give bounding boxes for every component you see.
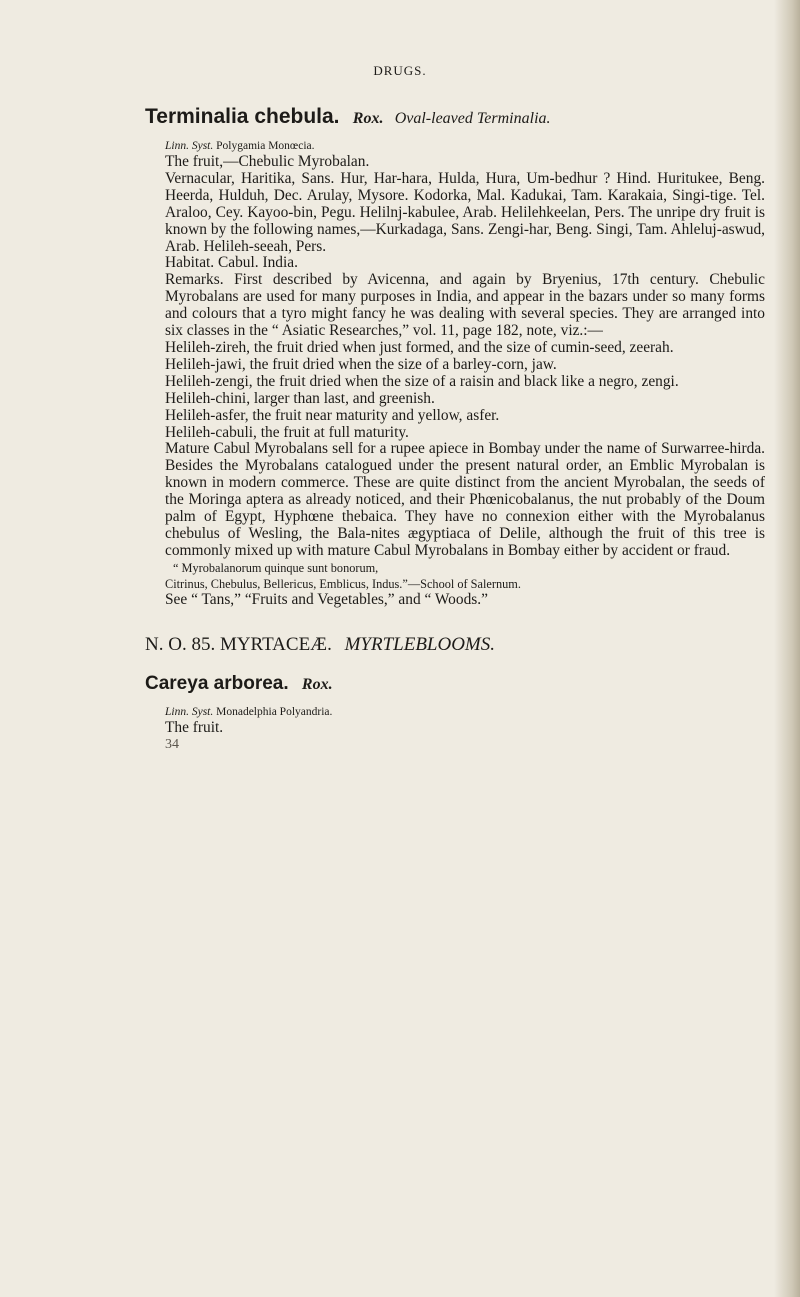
class-item: Helileh-cabuli, the fruit at full maturity.	[165, 423, 409, 441]
latin-quote	[145, 560, 765, 592]
remarks: Remarks. First described by Avicenna, and again by Bryenius, 17th century. Chebulic Myrobalans are used for many purposes in India, and appear in the bazars under so many forms and colours that a tyro might fancy he was dealing with several species. They are arranged into six classes in the “ Asiatic Researches,” vol. 11, page 182, note, viz.:—	[165, 271, 765, 340]
class-item: Helileh-zireh, the fruit dried when just formed, and the size of cumin-seed, zeerah.	[165, 338, 674, 356]
species-authority: Rox.	[301, 675, 333, 693]
section-latin: MYRTLEBLOOMS.	[344, 633, 496, 655]
page-edge-shadow	[774, 0, 800, 1297]
section-label: N. O. 85. MYRTACEÆ.	[145, 633, 332, 655]
running-head: DRUGS.	[373, 63, 427, 78]
syst-label: Linn. Syst.	[165, 140, 214, 152]
species-name: Careya arborea.	[145, 672, 289, 694]
section-heading	[145, 633, 765, 657]
species-authority: Rox.	[352, 110, 384, 127]
syst-value: Monadelphia Polyandria.	[216, 705, 333, 718]
entry-heading	[145, 103, 765, 132]
class-item: Helileh-zengi, the fruit dried when the size of a raisin and black like a negro, zengi.	[165, 372, 679, 390]
entry-heading	[145, 669, 765, 698]
common-name: Oval-leaved Terminalia.	[394, 110, 551, 127]
linnaean-system	[165, 138, 765, 154]
see-also: See “ Tans,” “Fruits and Vegetables,” and “ Woods.”	[165, 590, 488, 608]
habitat: Habitat. Cabul. India.	[165, 254, 298, 272]
mature-paragraph: Mature Cabul Myrobalans sell for a rupee apiece in Bombay under the name of Surwarree-hirda. Besides the Myrobalans catalogued under the present natural order, an Emblic Myrobalan is known in modern commerce. These are quite distinct from the ancient Myrobalan, the seeds of the Moringa aptera as already noticed, and their Phœnicobalanus, the nut probably of the Doum palm of Egypt, Hyphœne thebaica. They have no connexion either with the Myrobalanus chebulus of Wesling, the Bala-nites ægyptiaca of Delile, although the fruit of this tree is commonly mixed up with mature Cabul Myrobalans in Bombay either by accident or fraud.	[165, 440, 765, 559]
syst-label: Linn. Syst.	[165, 705, 214, 718]
page-number: 34	[165, 736, 179, 752]
quote-line: “ Myrobalanorum quinque sunt bonorum,	[173, 560, 379, 575]
page-content	[145, 103, 765, 753]
fruit-line: The fruit.	[165, 718, 224, 736]
quote-line: Citrinus, Chebulus, Bellericus, Emblicus, Indus.”—School of Salernum.	[165, 576, 521, 591]
class-item: Helileh-chini, larger than last, and greenish.	[165, 389, 435, 407]
linnaean-system	[165, 704, 765, 720]
vernacular-names: Vernacular, Haritika, Sans. Hur, Har-hara, Hulda, Hura, Um-bedhur ? Hind. Huritukee, Beng. Heerda, Hulduh, Dec. Arulay, Mysore. Kodorka, Mal. Kadukai, Tam. Karakaia, Singi-tige. Tel. Araloo, Cey. Kayoo-bin, Pegu. Helilnj-kabulee, Arab. Helilehkeelan, Pers. The unripe dry fruit is known by the following names,—Kurkadaga, Sans. Zengi-har, Beng. Singi, Tam. Ahleluj-aswud, Arab. Helileh-seeah, Pers.	[165, 169, 765, 255]
fruit-line: The fruit,—Chebulic Myrobalan.	[165, 153, 370, 170]
species-name: Terminalia chebula.	[145, 105, 340, 128]
class-item: Helileh-asfer, the fruit near maturity and yellow, asfer.	[165, 406, 500, 424]
syst-value: Polygamia Monœcia.	[216, 140, 315, 152]
class-item: Helileh-jawi, the fruit dried when the size of a barley-corn, jaw.	[165, 355, 557, 373]
